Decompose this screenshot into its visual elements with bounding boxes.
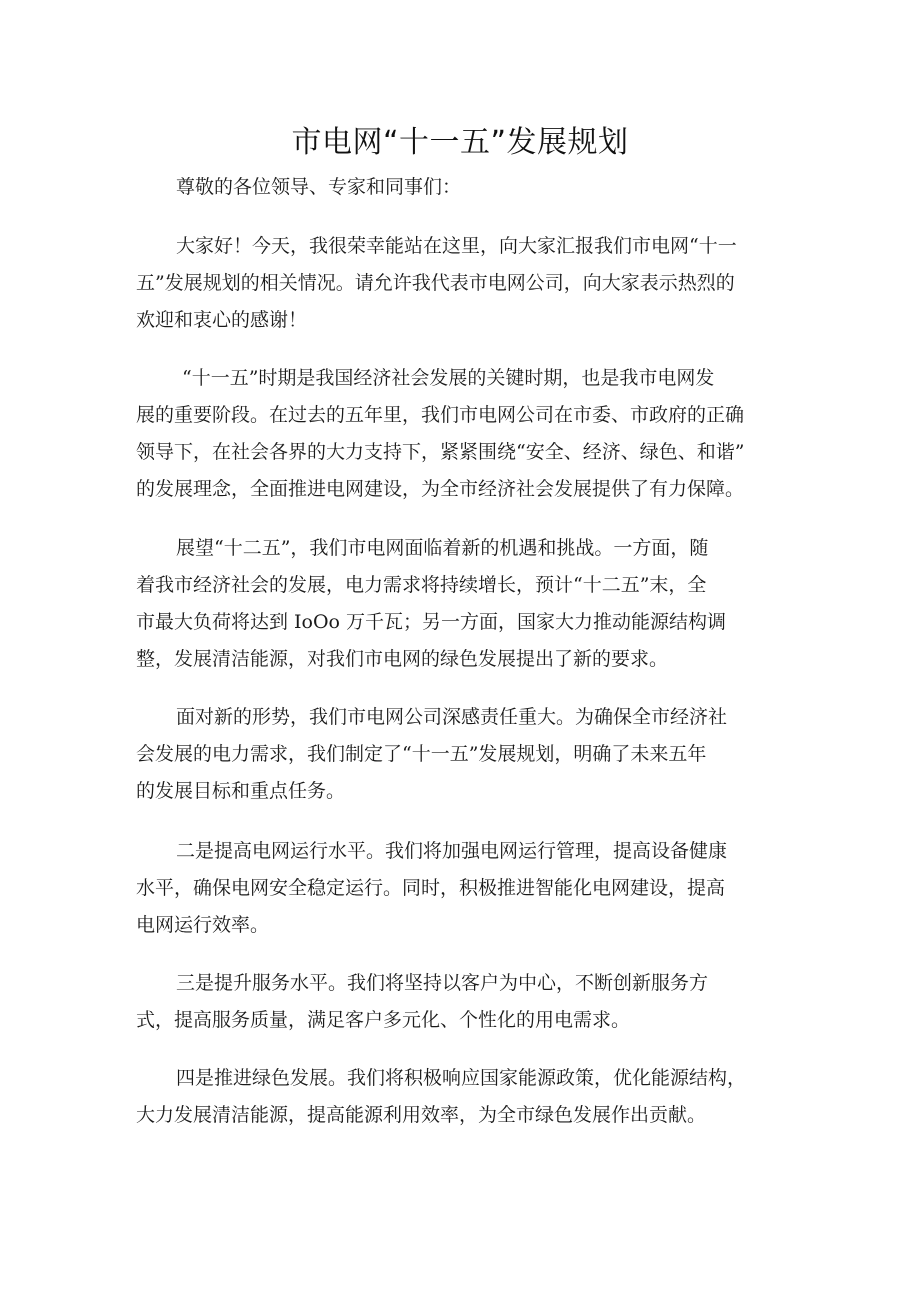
paragraph-line: 水平，确保电网安全稳定运行。同时，积极推进智能化电网建设，提高 <box>136 877 726 899</box>
paragraph-line: 欢迎和衷心的感谢！ <box>136 309 308 331</box>
paragraph-line: 的发展理念，全面推进电网建设，为全市经济社会发展提供了有力保障。 <box>136 478 745 500</box>
paragraph-line: 二是提高电网运行水平。我们将加强电网运行管理，提高设备健康 <box>176 840 728 862</box>
paragraph-line: 大力发展清洁能源，提高能源利用效率，为全市绿色发展作出贡献。 <box>136 1104 707 1126</box>
paragraph-line: 五”发展规划的相关情况。请允许我代表市电网公司，向大家表示热烈的 <box>136 272 735 294</box>
paragraph-line: 领导下，在社会各界的大力支持下，紧紧围绕“安全、经济、绿色、和谐” <box>136 441 745 463</box>
paragraph-line: 面对新的形势，我们市电网公司深感责任重大。为确保全市经济社 <box>176 706 728 728</box>
paragraph-line: 四是推进绿色发展。我们将积极响应国家能源政策，优化能源结构， <box>176 1067 747 1089</box>
paragraph-line: 电网运行效率。 <box>136 914 270 936</box>
document-title: 市电网“十一五”发展规划 <box>291 125 629 160</box>
paragraph-line: 三是提升服务水平。我们将坚持以客户为中心，不断创新服务方 <box>176 972 709 994</box>
greeting: 尊敬的各位领导、专家和同事们： <box>176 176 462 198</box>
paragraph-line: 整，发展清洁能源，对我们市电网的绿色发展提出了新的要求。 <box>136 648 669 670</box>
paragraph-line: 会发展的电力需求，我们制定了“十一五”发展规划，明确了未来五年 <box>136 743 707 765</box>
paragraph-line: 展望“十二五”，我们市电网面临着新的机遇和挑战。一方面，随 <box>176 537 709 559</box>
paragraph-line: 式，提高服务质量，满足客户多元化、个性化的用电需求。 <box>136 1009 631 1031</box>
paragraph-line: 大家好！今天，我很荣幸能站在这里，向大家汇报我们市电网“十一 <box>176 235 737 257</box>
paragraph-line: “十一五”时期是我国经济社会发展的关键时期，也是我市电网发 <box>182 367 715 389</box>
paragraph-line: 的发展目标和重点任务。 <box>136 780 346 802</box>
paragraph-line: 着我市经济社会的发展，电力需求将持续增长，预计“十二五”末，全 <box>136 574 707 596</box>
paragraph-line: 市最大负荷将达到 IoOo 万千瓦；另一方面，国家大力推动能源结构调 <box>136 611 727 633</box>
paragraph-line: 展的重要阶段。在过去的五年里，我们市电网公司在市委、市政府的正确 <box>136 404 745 426</box>
